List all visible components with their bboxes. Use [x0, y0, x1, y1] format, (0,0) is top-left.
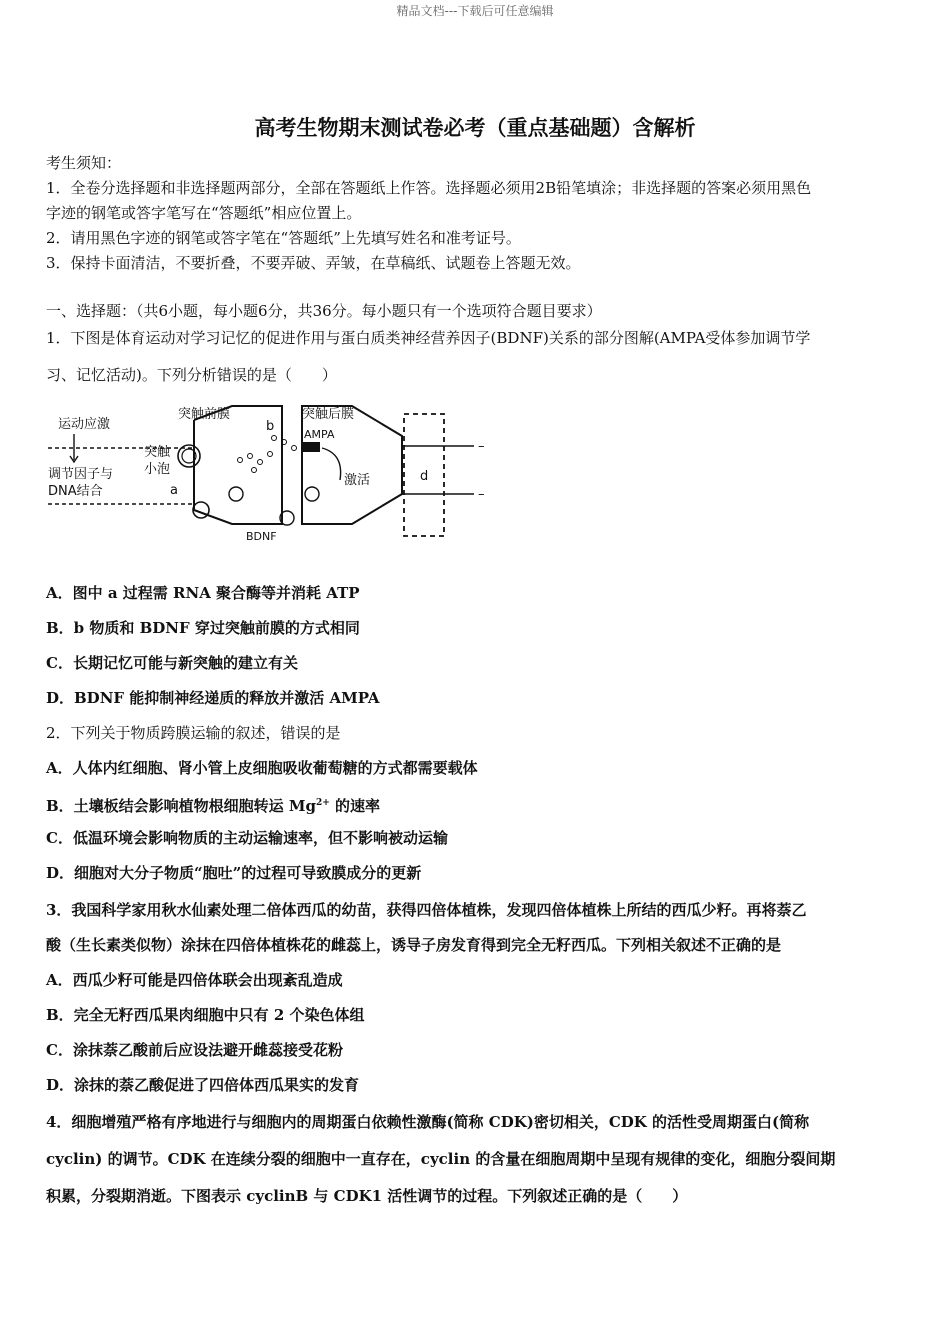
label-postsyn: 突触后膜	[302, 407, 355, 422]
label-dash-bottom: –	[478, 487, 485, 502]
q1-option-a: A．图中 a 过程需 RNA 聚合酶等并消耗 ATP	[46, 584, 360, 602]
document-title: 高考生物期末测试卷必考（重点基础题）含解析	[254, 116, 696, 140]
q3-option-c: C．涂抹萘乙酸前后应设法避开雌蕊接受花粉	[46, 1041, 343, 1059]
q2-option-a: A．人体内红细胞、肾小管上皮细胞吸收葡萄糖的方式都需要载体	[46, 759, 478, 777]
q3-option-a: A．西瓜少籽可能是四倍体联会出现紊乱造成	[46, 971, 343, 989]
q3-stem-b: 酸（生长素类似物）涂抹在四倍体植株花的雌蕊上，诱导子房发育得到完全无籽西瓜。下列相关叙述不正确的是	[46, 936, 782, 954]
q2-stem: 2．下列关于物质跨膜运输的叙述，错误的是	[46, 724, 341, 742]
q4-line-1: 4．细胞增殖严格有序地进行与细胞内的周期蛋白依赖性激酶(简称 CDK)密切相关，CDK 的活性受周期蛋白(简称	[46, 1113, 810, 1131]
q4-line-3: 积累，分裂期消逝。下图表示 cyclinB 与 CDK1 活性调节的过程。下列叙述正确的是（ ）	[46, 1187, 688, 1205]
q3-option-b: B．完全无籽西瓜果肉细胞中只有 2 个染色体组	[46, 1006, 365, 1024]
label-vesicle-1: 突触	[144, 445, 171, 460]
label-presyn: 突触前膜	[178, 407, 231, 422]
synapse-diagram	[44, 398, 504, 548]
q2-option-d: D．细胞对大分子物质“胞吐”的过程可导致膜成分的更新	[46, 864, 422, 882]
q2-option-c: C．低温环境会影响物质的主动运输速率，但不影响被动运输	[46, 829, 448, 847]
q3-option-d: D．涂抹的萘乙酸促进了四倍体西瓜果实的发育	[46, 1076, 360, 1094]
q3-stem-a: 3．我国科学家用秋水仙素处理二倍体西瓜的幼苗，获得四倍体植株，发现四倍体植株上所结的西瓜少籽。再将萘乙	[46, 901, 807, 919]
notice-item-2: 2．请用黑色字迹的钢笔或答字笔在“答题纸”上先填写姓名和准考证号。	[46, 229, 521, 247]
label-d: d	[420, 469, 429, 484]
q1-stem-a: 1．下图是体育运动对学习记忆的促进作用与蛋白质类神经营养因子(BDNF)关系的部分图解(AMPA受体参加调节学	[46, 329, 811, 347]
label-bdnf: BDNF	[246, 530, 277, 543]
notice-item-1b: 字迹的钢笔或答字笔写在“答题纸”相应位置上。	[46, 204, 362, 222]
q4-line-2: cyclin) 的调节。CDK 在连续分裂的细胞中一直存在，cyclin 的含量在细胞周期中呈现有规律的变化，细胞分裂间期	[46, 1150, 836, 1168]
notice-item-1a: 1．全卷分选择题和非选择题两部分，全部在答题纸上作答。选择题必须用2B铅笔填涂；非选择题的答案必须用黑色	[46, 179, 812, 197]
label-exercise: 运动应激	[58, 417, 111, 432]
label-dna: DNA结合	[48, 484, 103, 499]
notice-item-3: 3．保持卡面清洁，不要折叠，不要弄破、弄皱，在草稿纸、试题卷上答题无效。	[46, 254, 581, 272]
notice-heading: 考生须知：	[46, 154, 122, 172]
label-dash-top: –	[478, 439, 485, 454]
label-ampa: AMPA	[304, 428, 335, 441]
section-heading: 一、选择题：（共6小题，每小题6分，共36分。每小题只有一个选项符合题目要求）	[46, 302, 602, 320]
q2-option-b: B．土壤板结会影响植物根细胞转运 $Mg^{2+}$ 的速率	[46, 797, 381, 815]
label-a: a	[170, 483, 178, 498]
page-header: 精品文档---下载后可任意编辑	[396, 4, 554, 18]
label-b: b	[266, 419, 275, 434]
label-regulator: 调节因子与	[48, 467, 114, 482]
q1-stem-b: 习、记忆活动)。下列分析错误的是（ ）	[46, 366, 337, 384]
q1-option-b: B．b 物质和 BDNF 穿过突触前膜的方式相同	[46, 619, 360, 637]
q1-option-c: C．长期记忆可能与新突触的建立有关	[46, 654, 298, 672]
label-vesicle-2: 小泡	[144, 462, 171, 477]
q1-option-d: D．BDNF 能抑制神经递质的释放并激活 AMPA	[46, 689, 380, 707]
label-activate: 激活	[344, 473, 371, 488]
